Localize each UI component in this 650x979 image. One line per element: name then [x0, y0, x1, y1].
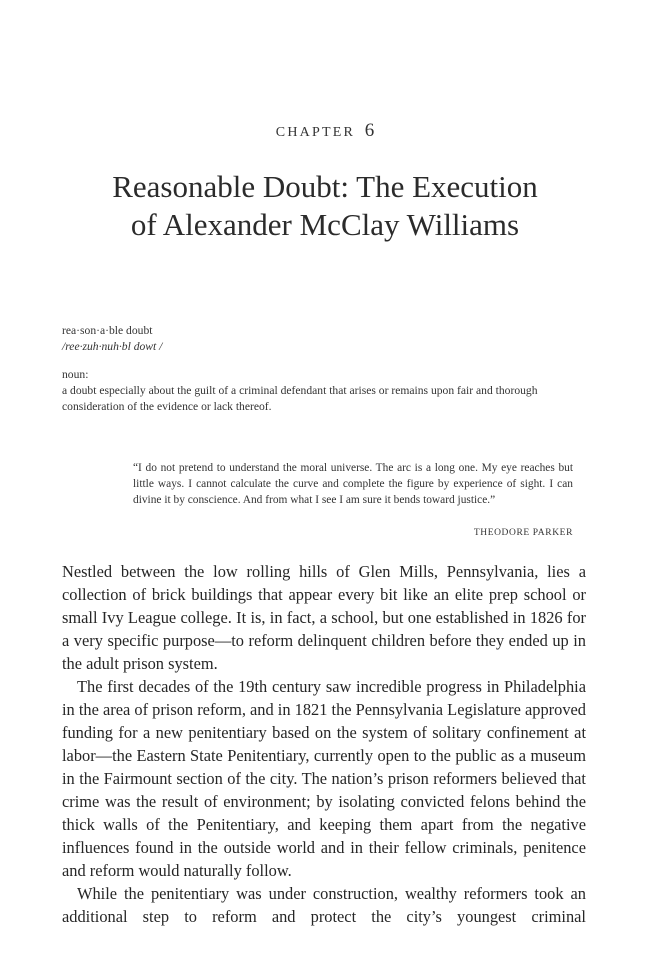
- chapter-number: 6: [364, 120, 375, 141]
- definition-block: [62, 323, 592, 415]
- chapter-heading: [0, 120, 650, 142]
- definition-pronunciation: /ree·zuh·nuh·bl dowt /: [62, 340, 163, 353]
- chapter-title: [40, 168, 610, 244]
- body-paragraph: The first decades of the 19th century saw incredible progress in Philadelphia in the area of prison reform, and in 1821 the Pennsylvania Legislature approved funding for a new penitentiary based on the system of solitary confinement at labor—the Eastern State Penitentiary, currently open to the public as a museum in the Fairmount section of the city. The nation’s prison reformers believed that crime was the result of environment; by isolating convicted felons behind the thick walls of the Penitentiary, and keeping them apart from the negative influences found in the outside world and in their fellow criminals, penitence and reform would naturally follow.: [62, 677, 586, 880]
- definition-text: a doubt especially about the guilt of a criminal defendant that arises or remains upon fair and thorough consideration of the evidence or lack thereof.: [62, 384, 538, 413]
- chapter-title-line-1: Reasonable Doubt: The Execution: [112, 169, 538, 204]
- body-paragraph: While the penitentiary was under construction, wealthy reformers took an additional step to reform and protect the city’s youngest criminal: [62, 884, 586, 926]
- definition-word: rea·son·a·ble doubt: [62, 324, 153, 337]
- epigraph-quote: “I do not pretend to understand the moral universe. The arc is a long one. My eye reaches but little ways. I cannot calculate the curve and complete the figure by experience of sight. I can divine it by conscience. And from what I see I am sure it bends toward justice.”: [133, 462, 573, 506]
- definition-part-of-speech: noun:: [62, 368, 89, 381]
- epigraph-attribution: THEODORE PARKER: [473, 528, 573, 538]
- body-text: [62, 560, 586, 928]
- chapter-label: CHAPTER: [275, 125, 355, 140]
- chapter-title-line-2: of Alexander McClay Williams: [130, 207, 520, 242]
- body-paragraph: Nestled between the low rolling hills of Glen Mills, Pennsylvania, lies a collection of brick buildings that appear every bit like an elite prep school or small Ivy League college. It is, in fact, a school, but one established in 1826 for a very specific purpose—to reform delinquent children before they ended up in the adult prison system.: [62, 562, 586, 673]
